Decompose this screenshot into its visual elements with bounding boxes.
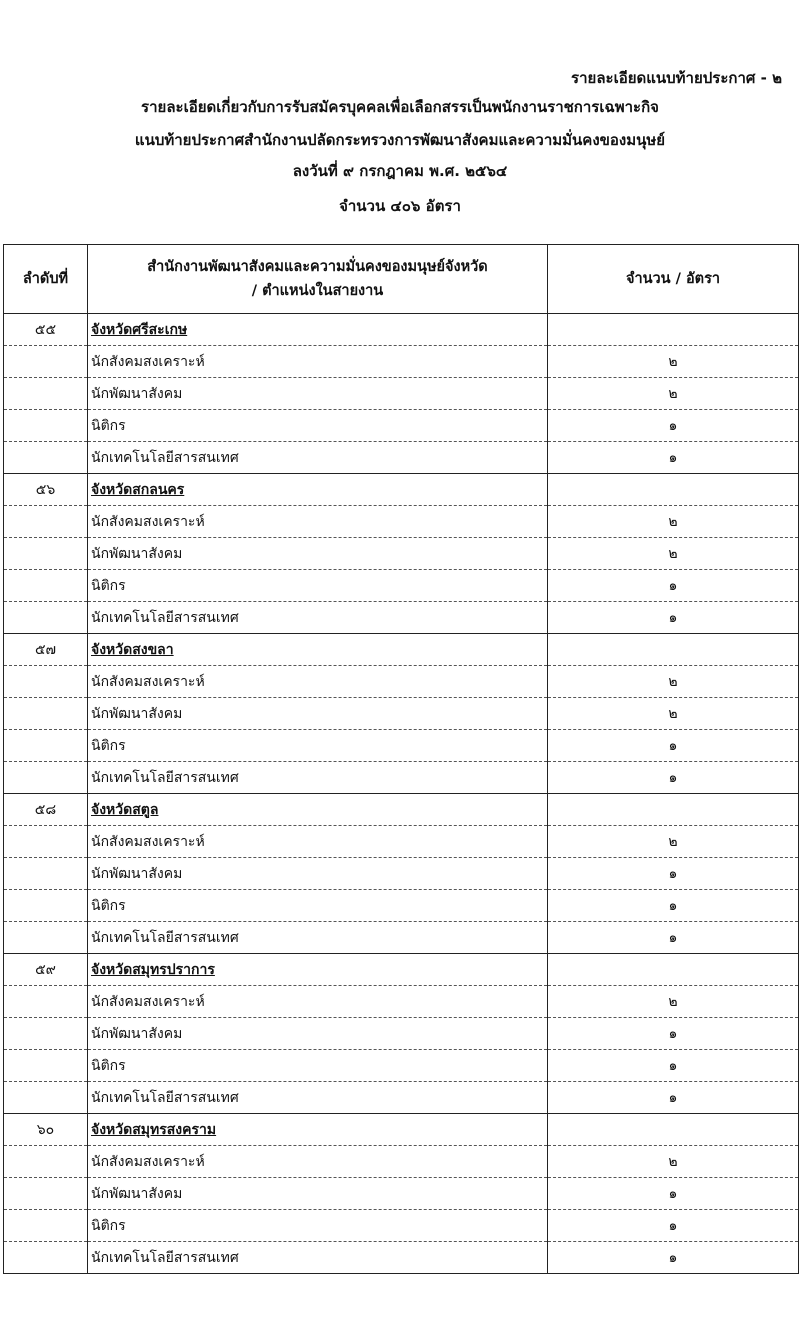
position-title: นักพัฒนาสังคม [88, 538, 548, 570]
position-title: นักเทคโนโลยีสารสนเทศ [88, 1082, 548, 1114]
row-seq-empty [4, 506, 88, 538]
row-seq-empty [4, 858, 88, 890]
row-seq: ๕๖ [4, 474, 88, 506]
position-count: ๒ [548, 698, 799, 730]
row-seq-empty [4, 890, 88, 922]
province-count-cell [548, 794, 799, 826]
table-row [4, 442, 799, 474]
row-seq-empty [4, 1082, 88, 1114]
header-office-line-2: / ตำแหน่งในสายงาน [251, 283, 384, 299]
position-count: ๒ [548, 506, 799, 538]
position-count: ๑ [548, 1242, 799, 1274]
row-seq-empty [4, 986, 88, 1018]
row-seq-empty [4, 730, 88, 762]
table-row [4, 538, 799, 570]
position-title: นักพัฒนาสังคม [88, 378, 548, 410]
position-count: ๒ [548, 986, 799, 1018]
position-title: นักสังคมสงเคราะห์ [88, 346, 548, 378]
table-row [4, 1210, 799, 1242]
position-title: นักพัฒนาสังคม [88, 1178, 548, 1210]
position-title: นักสังคมสงเคราะห์ [88, 986, 548, 1018]
position-title: นักเทคโนโลยีสารสนเทศ [88, 602, 548, 634]
table-row [4, 1050, 799, 1082]
position-count: ๒ [548, 1146, 799, 1178]
table-row [4, 1082, 799, 1114]
header-office-line-1: สำนักงานพัฒนาสังคมและความมั่นคงของมนุษย์จังหวัด [147, 259, 488, 275]
position-count: ๑ [548, 1210, 799, 1242]
title-line-2: แนบท้ายประกาศสำนักงานปลัดกระทรวงการพัฒนาสังคมและความมั่นคงของมนุษย์ [134, 131, 666, 149]
province-name: จังหวัดสมุทรปราการ [88, 954, 548, 986]
row-seq-empty [4, 666, 88, 698]
table-row [4, 698, 799, 730]
row-seq: ๕๗ [4, 634, 88, 666]
row-seq-empty [4, 346, 88, 378]
positions-table [3, 244, 799, 1274]
province-row [4, 314, 799, 346]
position-title: นิติกร [88, 570, 548, 602]
position-title: นักพัฒนาสังคม [88, 698, 548, 730]
table-row [4, 858, 799, 890]
table-row [4, 922, 799, 954]
province-row [4, 474, 799, 506]
position-title: นักเทคโนโลยีสารสนเทศ [88, 442, 548, 474]
row-seq: ๖๐ [4, 1114, 88, 1146]
province-name: จังหวัดสกลนคร [88, 474, 548, 506]
row-seq-empty [4, 1050, 88, 1082]
row-seq-empty [4, 602, 88, 634]
position-title: นักพัฒนาสังคม [88, 858, 548, 890]
table-body [4, 314, 799, 1274]
position-count: ๑ [548, 1082, 799, 1114]
position-count: ๒ [548, 666, 799, 698]
position-title: นักสังคมสงเคราะห์ [88, 1146, 548, 1178]
position-title: นักเทคโนโลยีสารสนเทศ [88, 922, 548, 954]
table-row [4, 1242, 799, 1274]
position-count: ๑ [548, 890, 799, 922]
position-title: นักสังคมสงเคราะห์ [88, 826, 548, 858]
position-title: นิติกร [88, 1210, 548, 1242]
position-count: ๒ [548, 538, 799, 570]
title-line-3: ลงวันที่ ๙ กรกฎาคม พ.ศ. ๒๕๖๔ [292, 162, 508, 180]
position-count: ๑ [548, 922, 799, 954]
position-count: ๒ [548, 346, 799, 378]
province-row [4, 794, 799, 826]
province-row [4, 954, 799, 986]
table-row [4, 826, 799, 858]
position-count: ๑ [548, 1018, 799, 1050]
position-count: ๒ [548, 826, 799, 858]
table-header-row [4, 245, 799, 314]
province-row [4, 634, 799, 666]
row-seq-empty [4, 378, 88, 410]
position-count: ๒ [548, 378, 799, 410]
province-name: จังหวัดสตูล [88, 794, 548, 826]
table-row [4, 378, 799, 410]
row-seq-empty [4, 1210, 88, 1242]
title-line-1: รายละเอียดเกี่ยวกับการรับสมัครบุคคลเพื่อเลือกสรรเป็นพนักงานราชการเฉพาะกิจ [141, 98, 659, 116]
table-row [4, 570, 799, 602]
row-seq-empty [4, 1178, 88, 1210]
table-row [4, 986, 799, 1018]
row-seq: ๕๘ [4, 794, 88, 826]
row-seq-empty [4, 762, 88, 794]
position-title: นักสังคมสงเคราะห์ [88, 506, 548, 538]
position-count: ๑ [548, 410, 799, 442]
table-row [4, 1178, 799, 1210]
row-seq-empty [4, 1242, 88, 1274]
row-seq-empty [4, 410, 88, 442]
position-title: นิติกร [88, 890, 548, 922]
province-count-cell [548, 634, 799, 666]
position-count: ๑ [548, 442, 799, 474]
table-row [4, 1146, 799, 1178]
header-office [88, 245, 548, 314]
position-title: นักเทคโนโลยีสารสนเทศ [88, 762, 548, 794]
table-row [4, 730, 799, 762]
province-count-cell [548, 954, 799, 986]
province-row [4, 1114, 799, 1146]
row-seq-empty [4, 1018, 88, 1050]
position-title: นิติกร [88, 410, 548, 442]
row-seq-empty [4, 442, 88, 474]
table-row [4, 890, 799, 922]
position-title: นักสังคมสงเคราะห์ [88, 666, 548, 698]
province-count-cell [548, 314, 799, 346]
table-row [4, 602, 799, 634]
province-count-cell [548, 474, 799, 506]
table-row [4, 346, 799, 378]
position-title: นิติกร [88, 730, 548, 762]
position-count: ๑ [548, 602, 799, 634]
attachment-reference: รายละเอียดแนบท้ายประกาศ - ๒ [571, 69, 782, 87]
position-count: ๑ [548, 1050, 799, 1082]
position-count: ๑ [548, 730, 799, 762]
header-count: จำนวน / อัตรา [548, 245, 799, 314]
row-seq-empty [4, 922, 88, 954]
position-count: ๑ [548, 570, 799, 602]
province-name: จังหวัดสงขลา [88, 634, 548, 666]
position-title: นักพัฒนาสังคม [88, 1018, 548, 1050]
header-seq: ลำดับที่ [4, 245, 88, 314]
row-seq-empty [4, 698, 88, 730]
row-seq-empty [4, 1146, 88, 1178]
row-seq: ๕๙ [4, 954, 88, 986]
table-row [4, 666, 799, 698]
title-line-4: จำนวน ๔๐๖ อัตรา [339, 197, 461, 215]
province-name: จังหวัดสมุทรสงคราม [88, 1114, 548, 1146]
position-count: ๑ [548, 1178, 799, 1210]
position-count: ๑ [548, 858, 799, 890]
province-name: จังหวัดศรีสะเกษ [88, 314, 548, 346]
position-title: นิติกร [88, 1050, 548, 1082]
table-row [4, 410, 799, 442]
row-seq-empty [4, 570, 88, 602]
province-count-cell [548, 1114, 799, 1146]
position-title: นักเทคโนโลยีสารสนเทศ [88, 1242, 548, 1274]
table-row [4, 762, 799, 794]
row-seq-empty [4, 826, 88, 858]
row-seq-empty [4, 538, 88, 570]
row-seq: ๕๕ [4, 314, 88, 346]
position-count: ๑ [548, 762, 799, 794]
table-row [4, 1018, 799, 1050]
table-row [4, 506, 799, 538]
